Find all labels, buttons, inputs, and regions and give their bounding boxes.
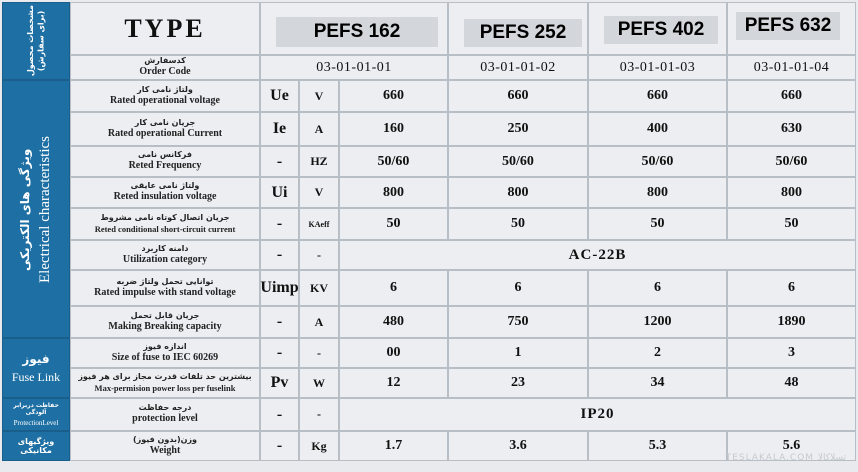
param-unit: - [299,398,339,431]
param-value: 6 [727,270,856,306]
param-unit: HZ [299,146,339,177]
param-unit: KV [299,270,339,306]
param-symbol: - [260,306,299,338]
param-symbol: - [260,398,299,431]
model-label: PEFS 632 [736,12,840,40]
param-unit: W [299,368,339,398]
order-code-label [70,55,260,80]
param-value: 6 [339,270,448,306]
param-value: 660 [448,80,588,112]
param-unit: - [299,338,339,368]
param-value: 250 [448,112,588,146]
param-label [70,146,260,177]
param-label-en: Making Breaking capacity [108,320,222,332]
param-value: 23 [448,368,588,398]
group-electrical-fa: ویژگی های الکتریکی [17,147,32,271]
param-label-fa: فرکانس نامی [137,150,193,160]
group-electrical [2,80,70,338]
merged-value: IP20 [339,398,856,431]
group-mechanical [2,431,70,461]
order-code-value: 03-01-01-04 [727,55,856,80]
param-unit: V [299,177,339,208]
param-label-fa: دامنه کاربرد [141,243,189,253]
param-value: 660 [727,80,856,112]
param-symbol: Pv [260,368,299,398]
spec-label-fa-sub: (برای سفارش) [36,10,45,72]
param-value: 50 [448,208,588,240]
param-label-en: Reted Frequency [128,160,202,172]
param-value: 800 [339,177,448,208]
spec-header-cell [2,2,70,80]
param-label-fa: ولتاژ نامی کار [137,84,193,94]
param-label-fa: جریان نامی کار [134,117,196,127]
param-label [70,338,260,368]
param-symbol: Ue [260,80,299,112]
param-symbol: Ui [260,177,299,208]
group-electrical-en: Electrical characteristics [36,135,53,283]
param-value: 750 [448,306,588,338]
order-code-fa: کدسفارش [144,56,186,66]
group-fuse-fa: فیوز [22,351,50,366]
param-label-fa: درجه حفاظت [138,403,192,413]
param-label [70,80,260,112]
param-value: 50 [588,208,727,240]
param-label [70,306,260,338]
watermark: TESLAKALA.COM تسلاکالا [725,453,846,463]
merged-value: AC-22B [339,240,856,270]
param-label [70,431,260,461]
param-unit: A [299,306,339,338]
param-unit: Kg [299,431,339,461]
param-label-fa: توانایی تحمل ولتاژ ضربه [116,276,214,286]
param-unit: V [299,80,339,112]
param-value: 6 [588,270,727,306]
param-label-en: Reted conditional short-circuit current [94,223,236,234]
param-value: 1.7 [339,431,448,461]
param-value: 660 [588,80,727,112]
param-value: 1890 [727,306,856,338]
param-value: 3.6 [448,431,588,461]
param-value: 2 [588,338,727,368]
order-code-value: 03-01-01-03 [588,55,727,80]
type-title: TYPE [124,13,206,43]
param-label-en: Rated operational voltage [110,94,220,106]
param-label-en: Weight [149,444,181,456]
param-label-fa: اندازه فیوز [143,341,187,351]
model-label: PEFS 402 [604,16,718,44]
group-protection-en: ProtectionLevel [13,419,59,427]
param-label-en: protection level [132,413,198,425]
param-label-en: Size of fuse to IEC 60269 [111,351,219,363]
param-value: 50/60 [448,146,588,177]
param-symbol: - [260,431,299,461]
param-value: 160 [339,112,448,146]
group-mechanical-fa: ویژگیهای مکانیکی [17,437,55,455]
param-value: 800 [588,177,727,208]
param-symbol: - [260,146,299,177]
param-label-en: Utilization category [122,253,208,265]
spec-label-fa: مشخصات محصول [25,5,35,77]
param-value: 3 [727,338,856,368]
param-value: 800 [448,177,588,208]
param-value: 5.6 [727,431,856,461]
param-value: 1 [448,338,588,368]
param-unit: KAeff [299,208,339,240]
param-value: 800 [727,177,856,208]
param-symbol: - [260,338,299,368]
param-label [70,177,260,208]
param-value: 480 [339,306,448,338]
param-symbol: - [260,240,299,270]
param-value: 12 [339,368,448,398]
group-protection [2,398,70,431]
param-value: 48 [727,368,856,398]
param-value: 34 [588,368,727,398]
param-symbol: - [260,208,299,240]
model-label: PEFS 162 [276,17,438,47]
param-value: 50/60 [588,146,727,177]
param-unit: A [299,112,339,146]
param-value: 5.3 [588,431,727,461]
param-label-fa: بیشترین حد تلفات قدرت مجاز برای هر فیوز [78,372,252,382]
param-value: 400 [588,112,727,146]
param-value: 50 [727,208,856,240]
param-value: 50 [339,208,448,240]
param-value: 00 [339,338,448,368]
order-code-value: 03-01-01-02 [448,55,588,80]
param-label [70,270,260,306]
param-label-en: Rated operational Current [107,127,223,139]
param-unit: - [299,240,339,270]
param-label [70,208,260,240]
param-label [70,240,260,270]
group-fuse-en: Fuse Link [11,369,61,384]
param-label-fa: وزن(بدون فیوز) [132,434,198,444]
param-value: 660 [339,80,448,112]
order-code-value: 03-01-01-01 [260,55,448,80]
type-header [70,2,260,55]
param-value: 6 [448,270,588,306]
param-value: 50/60 [727,146,856,177]
param-label [70,112,260,146]
param-value: 1200 [588,306,727,338]
param-label-fa: جریان قابل تحمل [130,310,200,320]
param-symbol: Uimp [260,270,299,306]
model-label: PEFS 252 [464,19,582,47]
param-value: 630 [727,112,856,146]
group-fuse [2,338,70,398]
param-label-fa: ولتاژ نامی عایقی [130,181,200,191]
param-label-fa: جریان اتصال کوتاه نامی مشروط [100,213,230,223]
param-label-en: Reted insulation voltage [113,191,217,203]
order-code-en: Order Code [139,66,191,78]
param-value: 50/60 [339,146,448,177]
param-label-en: Rated impulse with stand voltage [94,286,236,298]
param-label [70,398,260,431]
group-protection-fa: حفاظت دربرابر آلودگی [13,402,59,416]
param-label [70,368,260,398]
param-label-en: Max-permision power loss per fuselink [94,382,236,393]
param-symbol: Ie [260,112,299,146]
